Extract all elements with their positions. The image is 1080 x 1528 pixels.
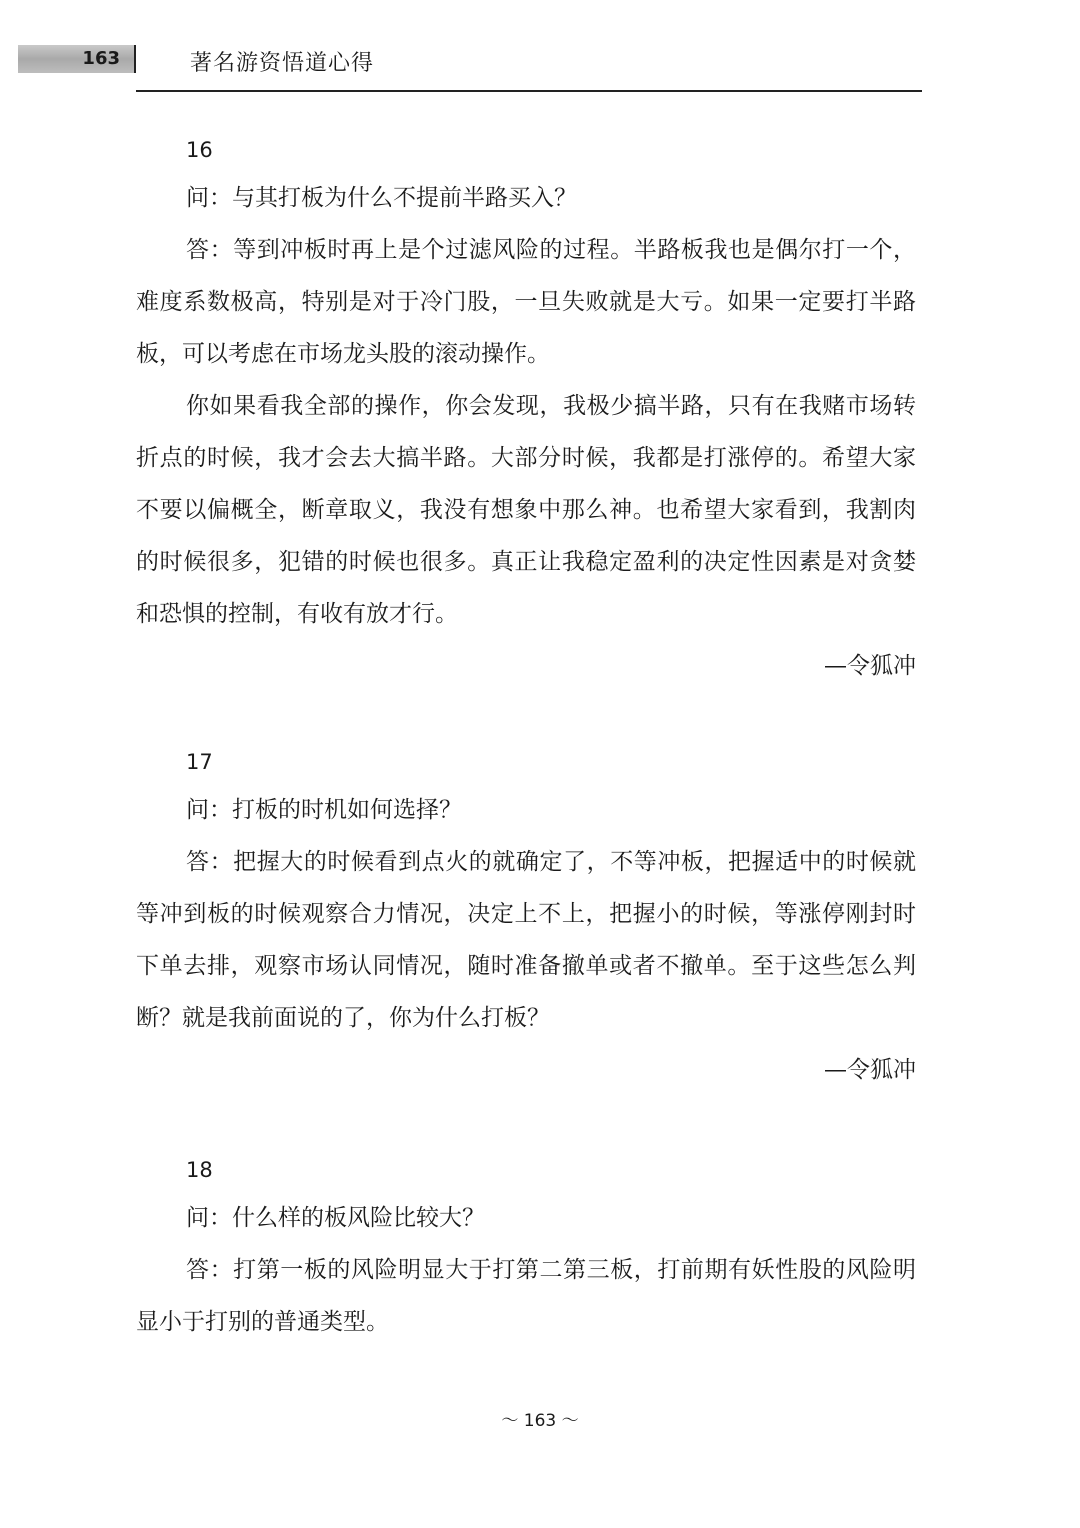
- question: 问：打板的时机如何选择？: [186, 797, 462, 823]
- qa-section-17: [136, 740, 916, 1096]
- question: 问：什么样的板风险比较大？: [186, 1205, 485, 1231]
- section-number: 18: [186, 1158, 213, 1182]
- answer-paragraph: 答：等到冲板时再上是个过滤风险的过程。半路板我也是偶尔打一个，难度系数极高，特别是对于冷门股，一旦失败就是大亏。如果一定要打半路板，可以考虑在市场龙头股的滚动操作。: [136, 237, 916, 367]
- section-spacer: [136, 1096, 916, 1148]
- page-content: [136, 128, 916, 1348]
- page-number: 163: [82, 48, 120, 69]
- qa-section-18: [136, 1148, 916, 1348]
- section-number: 17: [186, 750, 213, 774]
- answer-paragraph: 答：把握大的时候看到点火的就确定了，不等冲板，把握适中的时候就等冲到板的时候观察合力情况，决定上不上，把握小的时候，等涨停刚封时下单去排，观察市场认同情况，随时准备撤单或者不撤单。至于这些怎么判断？就是我前面说的了，你为什么打板？: [136, 849, 916, 1031]
- section-spacer: [136, 692, 916, 740]
- section-number: 16: [186, 138, 213, 162]
- answer-paragraph: 答：打第一板的风险明显大于打第二第三板，打前期有妖性股的风险明显小于打别的普通类型。: [136, 1257, 916, 1335]
- page-number-tab: [18, 45, 136, 73]
- footer-page-number: ～ 163 ～: [501, 1411, 579, 1431]
- author-signature: —令狐冲: [824, 653, 916, 679]
- question: 问：与其打板为什么不提前半路买入？: [186, 185, 577, 211]
- book-title: 著名游资悟道心得: [190, 51, 375, 76]
- header-divider: [136, 90, 922, 92]
- qa-section-16: [136, 128, 916, 692]
- answer-paragraph: 你如果看我全部的操作，你会发现，我极少搞半路，只有在我赌市场转折点的时候，我才会去大搞半路。大部分时候，我都是打涨停的。希望大家不要以偏概全，断章取义，我没有想象中那么神。也希望大家看到，我割肉的时候很多，犯错的时候也很多。真正让我稳定盈利的决定性因素是对贪婪和恐惧的控制，有收有放才行。: [136, 393, 916, 627]
- author-signature: —令狐冲: [824, 1057, 916, 1083]
